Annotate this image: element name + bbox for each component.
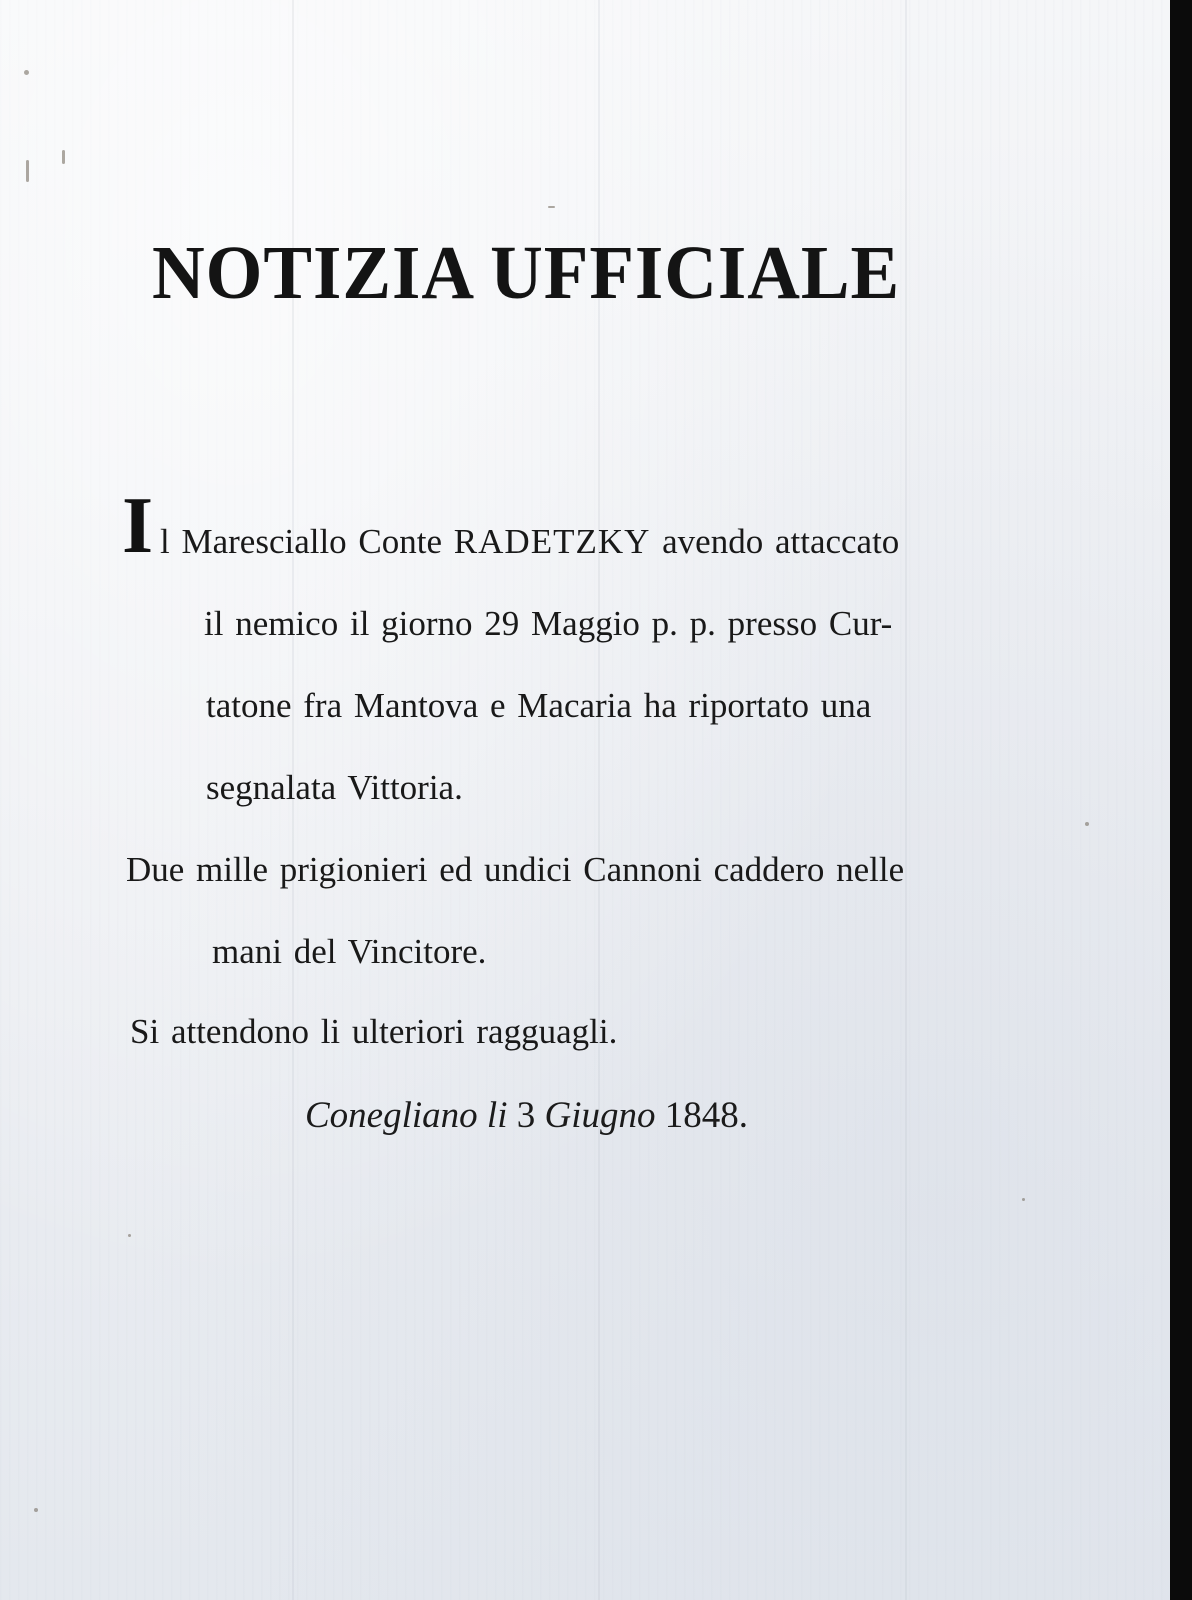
name-radetzky: RADETZKY <box>453 522 651 561</box>
paragraph-1-line-2: il nemico il giorno 29 Maggio p. p. presso Cur- <box>204 604 893 643</box>
text-run: avendo attaccato <box>662 522 900 561</box>
paper-speck <box>548 206 555 208</box>
paragraph-3-line-1: Si attendono li ulteriori ragguagli. <box>130 1012 618 1051</box>
drop-cap: I <box>122 482 154 570</box>
date-month: Giugno <box>544 1095 656 1136</box>
paper-speck <box>128 1234 131 1237</box>
paper-speck <box>1022 1198 1025 1201</box>
paragraph-2-line-2: mani del Vincitore. <box>212 932 487 971</box>
paper-speck <box>34 1508 38 1512</box>
paragraph-1-line-1 <box>160 522 899 562</box>
paragraph-2-line-1: Due mille prigionieri ed undici Cannoni caddero nelle <box>126 850 905 889</box>
paper-speck <box>24 70 29 75</box>
paragraph-1-line-3: tatone fra Mantova e Macaria ha riportato una <box>206 686 872 725</box>
notice-title: NOTIZIA UFFICIALE <box>152 231 901 315</box>
paper-speck <box>1085 822 1089 826</box>
place-name: Conegliano li <box>305 1095 508 1136</box>
paper-speck <box>26 160 29 182</box>
paper-speck <box>62 150 65 164</box>
date-year: 1848. <box>664 1095 748 1136</box>
date-day: 3 <box>516 1095 536 1136</box>
paragraph-1-line-4: segnalata Vittoria. <box>206 768 463 807</box>
text-run: l Maresciallo Conte <box>160 522 443 561</box>
place-date-line <box>305 1094 748 1137</box>
